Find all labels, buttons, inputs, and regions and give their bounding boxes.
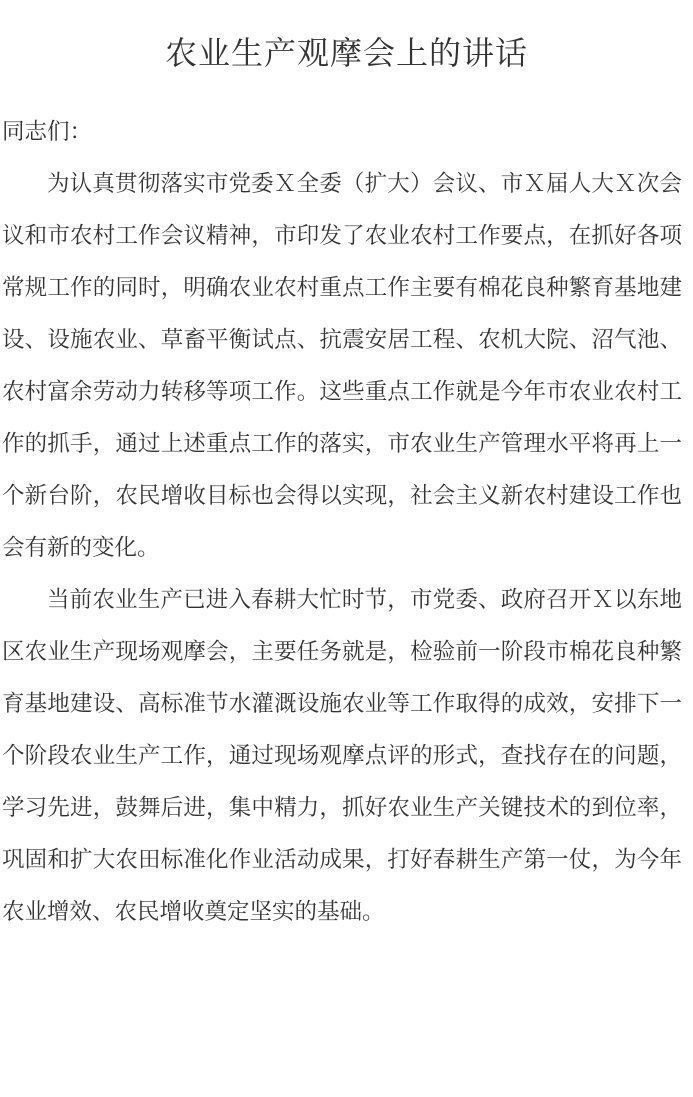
salutation: 同志们：	[2, 119, 93, 145]
paragraph-1: 为认真贯彻落实市党委Ｘ全委（扩大）会议、市Ｘ届人大Ｘ次会议和市农村工作会议精神，市印发了农业农村工作要点，在抓好各项常规工作的同时，明确农业农村重点工作主要有棉花良种繁育基地建设、设施农业、草畜平衡试点、抗震安居工程、农机大院、沼气池、农村富余劳动力转移等项工作。这些重点工作就是今年市农业农村工作的抓手，通过上述重点工作的落实，市农业生产管理水平将再上一个新台阶，农民增收目标也会得以实现，社会主义新农村建设工作也会有新的变化。	[2, 171, 682, 561]
document-body	[2, 106, 682, 938]
paragraph-2: 当前农业生产已进入春耕大忙时节，市党委、政府召开Ｘ以东地区农业生产现场观摩会，主要任务就是，检验前一阶段市棉花良种繁育基地建设、高标准节水灌溉设施农业等工作取得的成效，安排下一个阶段农业生产工作，通过现场观摩点评的形式，查找存在的问题，学习先进，鼓舞后进，集中精力，抓好农业生产关键技术的到位率，巩固和扩大农田标准化作业活动成果，打好春耕生产第一仗，为今年农业增效、农民增收奠定坚实的基础。	[2, 587, 682, 925]
document-title: 农业生产观摩会上的讲话	[164, 34, 528, 72]
